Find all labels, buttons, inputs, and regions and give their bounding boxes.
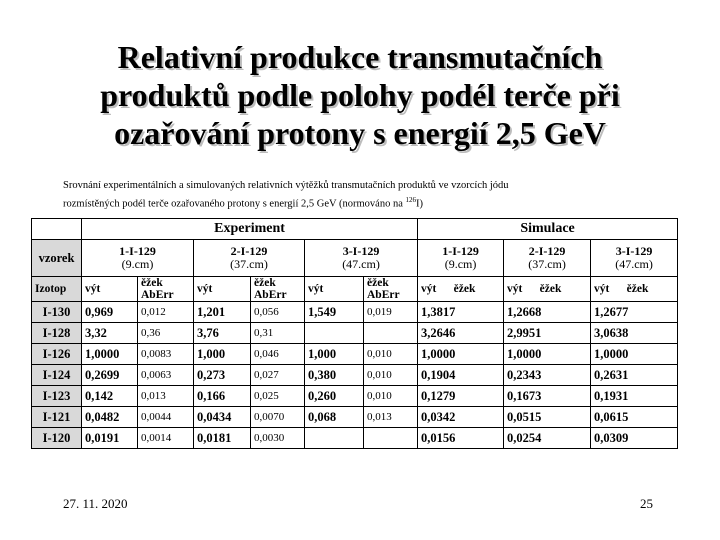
cell-s2: 1,0000: [504, 344, 591, 365]
cell-e1e: 0,0063: [138, 365, 194, 386]
cell-e1v: 0,969: [82, 302, 138, 323]
cell-e3e: 0,010: [364, 365, 418, 386]
cell-e2v: 0,273: [194, 365, 251, 386]
sim-sample-3: 3-I-129 (47.cm): [591, 240, 678, 277]
cell-e1v: 0,142: [82, 386, 138, 407]
cell-e1v: 0,2699: [82, 365, 138, 386]
cell-e2e: 0,0070: [251, 407, 305, 428]
cell-e3e: 0,010: [364, 386, 418, 407]
sim-sample-1: 1-I-129 (9.cm): [418, 240, 504, 277]
title-line-1: Relativní produkce transmutačních: [117, 39, 603, 75]
cell-iso: I-121: [32, 407, 82, 428]
table-row: [32, 407, 678, 428]
sim-sample-2: 2-I-129 (37.cm): [504, 240, 591, 277]
cell-s3: 3,0638: [591, 323, 678, 344]
cell-e3v: [305, 323, 364, 344]
izotop-label: Izotop: [32, 277, 82, 302]
cell-e3e: [364, 323, 418, 344]
cell-e2e: 0,025: [251, 386, 305, 407]
cell-s3: 0,0615: [591, 407, 678, 428]
cell-s2: 1,2668: [504, 302, 591, 323]
cell-s3: 0,0309: [591, 428, 678, 449]
cell-s1: 1,0000: [418, 344, 504, 365]
cell-e2e: 0,027: [251, 365, 305, 386]
cell-e1e: 0,36: [138, 323, 194, 344]
vzorek-label: vzorek: [32, 240, 82, 277]
caption-line-2: rozmístěných podél terče ozařovaného protony s energií 2,5 GeV (normováno na $^{126}$I): [63, 196, 424, 210]
cell-e1e: 0,0083: [138, 344, 194, 365]
footer-date: 27. 11. 2020: [63, 496, 128, 511]
cell-e2v: 0,0434: [194, 407, 251, 428]
corner-cell: [32, 219, 82, 240]
cell-iso: I-124: [32, 365, 82, 386]
cell-e2v: 0,0181: [194, 428, 251, 449]
table-row: [32, 323, 678, 344]
col-sim-2: výt ěžek: [504, 277, 591, 302]
cell-e2e: 0,046: [251, 344, 305, 365]
column-header-row: [32, 277, 678, 302]
table-row: [32, 344, 678, 365]
cell-s2: 0,2343: [504, 365, 591, 386]
simulace-header: Simulace: [418, 219, 678, 240]
cell-e3v: 1,000: [305, 344, 364, 365]
exp-sample-1: 1-I-129 (9.cm): [82, 240, 194, 277]
cell-e2v: 1,000: [194, 344, 251, 365]
cell-e1e: 0,012: [138, 302, 194, 323]
cell-e2e: 0,0030: [251, 428, 305, 449]
cell-e3e: 0,019: [364, 302, 418, 323]
cell-s2: 0,0254: [504, 428, 591, 449]
cell-e2v: 0,166: [194, 386, 251, 407]
cell-e1e: 0,013: [138, 386, 194, 407]
cell-s2: 0,0515: [504, 407, 591, 428]
cell-s1: 3,2646: [418, 323, 504, 344]
cell-s2: 0,1673: [504, 386, 591, 407]
table-row: [32, 302, 678, 323]
title-line-3: ozařování protony s energií 2,5 GeV: [114, 115, 606, 151]
slide-title: [60, 38, 660, 152]
table-caption: [63, 178, 673, 212]
cell-e1v: 3,32: [82, 323, 138, 344]
cell-s3: 1,0000: [591, 344, 678, 365]
results-table: [31, 218, 678, 449]
cell-e1e: 0,0044: [138, 407, 194, 428]
cell-e3e: [364, 428, 418, 449]
cell-s1: 0,1904: [418, 365, 504, 386]
cell-e1v: 1,0000: [82, 344, 138, 365]
exp-sample-3: 3-I-129 (47.cm): [305, 240, 418, 277]
page-number: 25: [640, 496, 653, 511]
cell-iso: I-130: [32, 302, 82, 323]
col-sim-1: výt ěžek: [418, 277, 504, 302]
cell-iso: I-128: [32, 323, 82, 344]
sample-header-row: [32, 240, 678, 277]
cell-e1e: 0,0014: [138, 428, 194, 449]
cell-e3v: 0,068: [305, 407, 364, 428]
col-vyt-1: výt: [82, 277, 138, 302]
col-vyt-3: výt: [305, 277, 364, 302]
cell-s3: 0,1931: [591, 386, 678, 407]
cell-s2: 2,9951: [504, 323, 591, 344]
cell-e3v: 0,380: [305, 365, 364, 386]
table-row: [32, 428, 678, 449]
col-vyt-2: výt: [194, 277, 251, 302]
cell-s1: 0,0156: [418, 428, 504, 449]
cell-s1: 0,0342: [418, 407, 504, 428]
experiment-header: Experiment: [82, 219, 418, 240]
table-row: [32, 365, 678, 386]
cell-e3v: [305, 428, 364, 449]
cell-e3e: 0,013: [364, 407, 418, 428]
col-sim-3: výt ěžek: [591, 277, 678, 302]
col-err-2: ěžek AbErr: [251, 277, 305, 302]
table-row: [32, 386, 678, 407]
cell-e3v: 0,260: [305, 386, 364, 407]
cell-e1v: 0,0482: [82, 407, 138, 428]
cell-iso: I-123: [32, 386, 82, 407]
cell-e2e: 0,056: [251, 302, 305, 323]
title-line-2: produktů podle polohy podél terče při: [100, 77, 620, 113]
cell-iso: I-126: [32, 344, 82, 365]
col-err-3: ěžek AbErr: [364, 277, 418, 302]
group-header-row: [32, 219, 678, 240]
cell-s3: 1,2677: [591, 302, 678, 323]
cell-s3: 0,2631: [591, 365, 678, 386]
cell-e2e: 0,31: [251, 323, 305, 344]
cell-s1: 0,1279: [418, 386, 504, 407]
cell-e2v: 3,76: [194, 323, 251, 344]
cell-e3v: 1,549: [305, 302, 364, 323]
cell-e2v: 1,201: [194, 302, 251, 323]
cell-e1v: 0,0191: [82, 428, 138, 449]
cell-e3e: 0,010: [364, 344, 418, 365]
cell-s1: 1,3817: [418, 302, 504, 323]
exp-sample-2: 2-I-129 (37.cm): [194, 240, 305, 277]
caption-line-1: Srovnání experimentálních a simulovaných relativních výtěžků transmutačních produktů ve vzorcích jódu: [63, 180, 509, 191]
cell-iso: I-120: [32, 428, 82, 449]
col-err-1: ěžek AbErr: [138, 277, 194, 302]
